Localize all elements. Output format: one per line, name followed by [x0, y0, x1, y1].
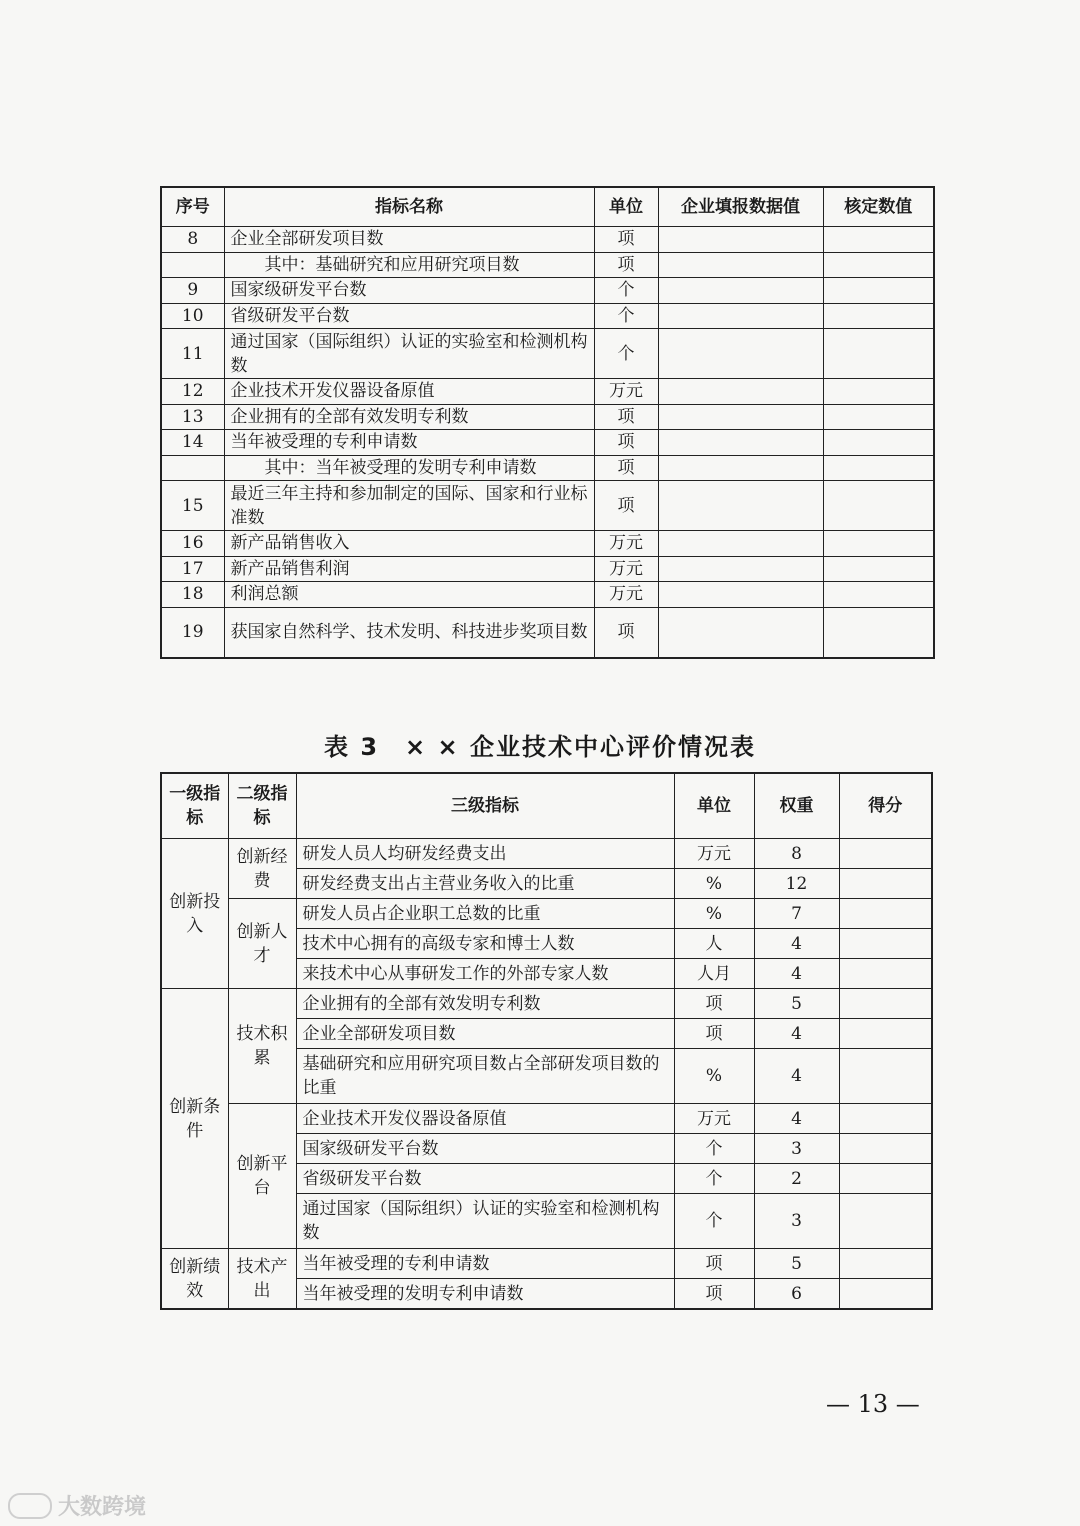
table-row [161, 278, 934, 304]
score-cell [839, 899, 932, 929]
serial-cell: 10 [161, 303, 224, 329]
header-indicator-name: 指标名称 [224, 187, 594, 227]
indicator-name-cell: 最近三年主持和参加制定的国际、国家和行业标准数 [224, 481, 594, 531]
verified-value-cell [823, 531, 934, 557]
reported-value-cell [658, 329, 823, 379]
unit-cell: 人 [674, 929, 754, 959]
indicator-name-cell: 利润总额 [224, 582, 594, 608]
unit-cell: 项 [594, 481, 658, 531]
table-header-row [161, 187, 934, 227]
indicator-data-table [160, 186, 935, 659]
unit-cell: 万元 [594, 556, 658, 582]
table-row [161, 531, 934, 557]
unit-cell: 项 [594, 227, 658, 253]
header-weight: 权重 [754, 773, 839, 839]
level3-cell: 企业拥有的全部有效发明专利数 [296, 989, 674, 1019]
watermark [8, 1490, 146, 1521]
reported-value-cell [658, 582, 823, 608]
table-row [161, 430, 934, 456]
verified-value-cell [823, 252, 934, 278]
weight-cell: 12 [754, 869, 839, 899]
reported-value-cell [658, 404, 823, 430]
reported-value-cell [658, 303, 823, 329]
unit-cell: 个 [674, 1164, 754, 1194]
level2-cell: 技术积累 [228, 989, 296, 1104]
verified-value-cell [823, 556, 934, 582]
table-row [161, 607, 934, 658]
table-row [161, 455, 934, 481]
table-row [161, 303, 934, 329]
unit-cell: 万元 [594, 379, 658, 405]
score-cell [839, 839, 932, 869]
indicator-name-cell: 获国家自然科学、技术发明、科技进步奖项目数 [224, 607, 594, 658]
weight-cell: 4 [754, 1019, 839, 1049]
verified-value-cell [823, 329, 934, 379]
unit-cell: 个 [674, 1134, 754, 1164]
serial-cell: 9 [161, 278, 224, 304]
unit-cell: 项 [674, 1019, 754, 1049]
weight-cell: 7 [754, 899, 839, 929]
serial-cell: 15 [161, 481, 224, 531]
unit-cell: % [674, 869, 754, 899]
indicator-name-cell: 省级研发平台数 [224, 303, 594, 329]
verified-value-cell [823, 404, 934, 430]
indicator-name-cell: 其中：当年被受理的发明专利申请数 [224, 455, 594, 481]
unit-cell: 个 [594, 303, 658, 329]
serial-cell: 14 [161, 430, 224, 456]
unit-cell: 万元 [674, 1104, 754, 1134]
level2-cell: 创新经费 [228, 839, 296, 899]
reported-value-cell [658, 481, 823, 531]
score-cell [839, 1049, 932, 1104]
serial-cell: 18 [161, 582, 224, 608]
serial-cell: 13 [161, 404, 224, 430]
evaluation-table [160, 772, 933, 1310]
table-row [161, 556, 934, 582]
header-level1: 一级指标 [161, 773, 228, 839]
level1-cell: 创新投入 [161, 839, 228, 989]
watermark-text: 大数跨境 [58, 1495, 147, 1520]
unit-cell: 万元 [594, 531, 658, 557]
unit-cell: 项 [674, 1279, 754, 1310]
verified-value-cell [823, 607, 934, 658]
indicator-name-cell: 新产品销售收入 [224, 531, 594, 557]
table-row [161, 839, 932, 869]
table-row [161, 582, 934, 608]
header-verified-value: 核定数值 [823, 187, 934, 227]
table-row [161, 899, 932, 929]
level3-cell: 省级研发平台数 [296, 1164, 674, 1194]
unit-cell: 个 [594, 278, 658, 304]
score-cell [839, 1194, 932, 1249]
level2-cell: 创新人才 [228, 899, 296, 989]
page-number: — 13 — [826, 1390, 920, 1418]
level2-cell: 技术产出 [228, 1249, 296, 1310]
level3-cell: 技术中心拥有的高级专家和博士人数 [296, 929, 674, 959]
table-row [161, 481, 934, 531]
unit-cell: % [674, 899, 754, 929]
weight-cell: 4 [754, 959, 839, 989]
unit-cell: 项 [594, 455, 658, 481]
table-row [161, 404, 934, 430]
level3-cell: 研发经费支出占主营业务收入的比重 [296, 869, 674, 899]
serial-cell: 11 [161, 329, 224, 379]
verified-value-cell [823, 430, 934, 456]
level3-cell: 来技术中心从事研发工作的外部专家人数 [296, 959, 674, 989]
score-cell [839, 1104, 932, 1134]
verified-value-cell [823, 227, 934, 253]
verified-value-cell [823, 481, 934, 531]
table-row [161, 379, 934, 405]
weight-cell: 4 [754, 1104, 839, 1134]
table-row [161, 252, 934, 278]
header-level3: 三级指标 [296, 773, 674, 839]
level3-cell: 国家级研发平台数 [296, 1134, 674, 1164]
unit-cell: 项 [594, 607, 658, 658]
header-reported-value: 企业填报数据值 [658, 187, 823, 227]
indicator-name-cell: 企业技术开发仪器设备原值 [224, 379, 594, 405]
reported-value-cell [658, 430, 823, 456]
indicator-name-cell: 通过国家（国际组织）认证的实验室和检测机构数 [224, 329, 594, 379]
level3-cell: 研发人员占企业职工总数的比重 [296, 899, 674, 929]
reported-value-cell [658, 455, 823, 481]
table-row [161, 329, 934, 379]
table-header-row [161, 773, 932, 839]
weight-cell: 2 [754, 1164, 839, 1194]
header-score: 得分 [839, 773, 932, 839]
weight-cell: 8 [754, 839, 839, 869]
level3-cell: 研发人员人均研发经费支出 [296, 839, 674, 869]
weight-cell: 5 [754, 1249, 839, 1279]
reported-value-cell [658, 379, 823, 405]
indicator-name-cell: 国家级研发平台数 [224, 278, 594, 304]
serial-cell: 17 [161, 556, 224, 582]
level3-cell: 通过国家（国际组织）认证的实验室和检测机构数 [296, 1194, 674, 1249]
verified-value-cell [823, 278, 934, 304]
unit-cell: % [674, 1049, 754, 1104]
serial-cell [161, 252, 224, 278]
weight-cell: 4 [754, 1049, 839, 1104]
indicator-name-cell: 企业全部研发项目数 [224, 227, 594, 253]
serial-cell: 12 [161, 379, 224, 405]
score-cell [839, 1019, 932, 1049]
level3-cell: 当年被受理的发明专利申请数 [296, 1279, 674, 1310]
reported-value-cell [658, 227, 823, 253]
reported-value-cell [658, 278, 823, 304]
score-cell [839, 959, 932, 989]
verified-value-cell [823, 455, 934, 481]
unit-cell: 项 [674, 989, 754, 1019]
indicator-name-cell: 企业拥有的全部有效发明专利数 [224, 404, 594, 430]
indicator-name-cell: 当年被受理的专利申请数 [224, 430, 594, 456]
verified-value-cell [823, 582, 934, 608]
score-cell [839, 1134, 932, 1164]
header-level2: 二级指标 [228, 773, 296, 839]
table-row [161, 1104, 932, 1134]
score-cell [839, 929, 932, 959]
header-unit: 单位 [674, 773, 754, 839]
unit-cell: 个 [594, 329, 658, 379]
unit-cell: 项 [674, 1249, 754, 1279]
table-title: 表 3 × × 企业技术中心评价情况表 [324, 733, 756, 761]
table-row [161, 989, 932, 1019]
score-cell [839, 1164, 932, 1194]
level3-cell: 基础研究和应用研究项目数占全部研发项目数的比重 [296, 1049, 674, 1104]
unit-cell: 项 [594, 430, 658, 456]
reported-value-cell [658, 531, 823, 557]
serial-cell: 19 [161, 607, 224, 658]
level3-cell: 企业全部研发项目数 [296, 1019, 674, 1049]
header-unit: 单位 [594, 187, 658, 227]
header-serial: 序号 [161, 187, 224, 227]
unit-cell: 项 [594, 404, 658, 430]
level2-cell: 创新平台 [228, 1104, 296, 1249]
level3-cell: 企业技术开发仪器设备原值 [296, 1104, 674, 1134]
score-cell [839, 989, 932, 1019]
weight-cell: 3 [754, 1194, 839, 1249]
serial-cell [161, 455, 224, 481]
weight-cell: 6 [754, 1279, 839, 1310]
unit-cell: 万元 [674, 839, 754, 869]
unit-cell: 人月 [674, 959, 754, 989]
score-cell [839, 869, 932, 899]
watermark-logo-icon [8, 1493, 52, 1519]
serial-cell: 8 [161, 227, 224, 253]
unit-cell: 个 [674, 1194, 754, 1249]
indicator-name-cell: 新产品销售利润 [224, 556, 594, 582]
weight-cell: 5 [754, 989, 839, 1019]
reported-value-cell [658, 556, 823, 582]
level3-cell: 当年被受理的专利申请数 [296, 1249, 674, 1279]
level1-cell: 创新绩效 [161, 1249, 228, 1310]
level1-cell: 创新条件 [161, 989, 228, 1249]
table-row [161, 227, 934, 253]
verified-value-cell [823, 303, 934, 329]
reported-value-cell [658, 252, 823, 278]
unit-cell: 项 [594, 252, 658, 278]
weight-cell: 4 [754, 929, 839, 959]
weight-cell: 3 [754, 1134, 839, 1164]
serial-cell: 16 [161, 531, 224, 557]
indicator-name-cell: 其中：基础研究和应用研究项目数 [224, 252, 594, 278]
table-row [161, 1249, 932, 1279]
score-cell [839, 1249, 932, 1279]
unit-cell: 万元 [594, 582, 658, 608]
reported-value-cell [658, 607, 823, 658]
verified-value-cell [823, 379, 934, 405]
score-cell [839, 1279, 932, 1310]
